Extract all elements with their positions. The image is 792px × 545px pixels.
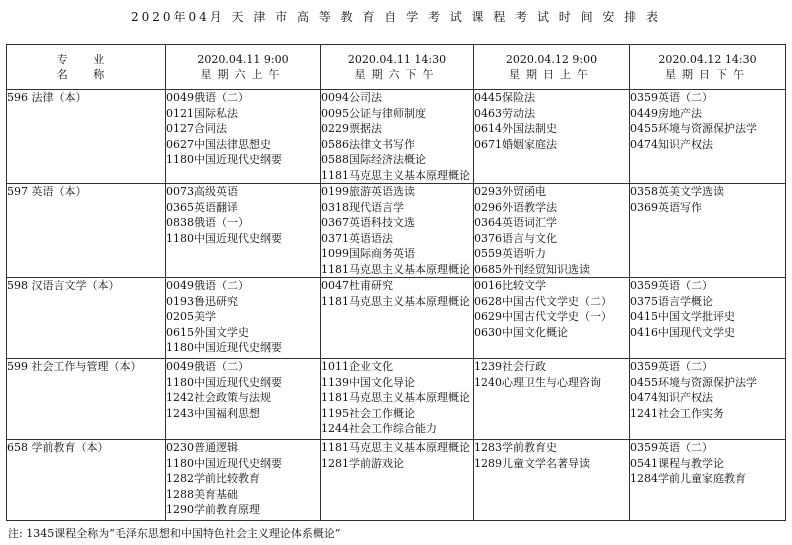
course-item: 0296外语教学法 [474,200,557,214]
course-item: 0358英美文学选读 [630,185,724,198]
session-courses-cell [321,184,474,278]
table-row [7,90,786,184]
session-courses-cell [474,184,630,278]
course-item: 1239社会行政 [474,360,546,373]
course-item: 0416中国现代文学史 [630,325,735,339]
course-item: 0559英语听力 [474,247,546,260]
course-item: 0127合同法 [166,122,227,135]
course-item: 1180中国近现代史纲要 [166,375,282,389]
session-date-time: 2020.04.11 14:30 [347,53,447,66]
course-item: 1283学前教育史 [474,441,557,454]
course-item: 0588国际经济法概论 [321,153,426,166]
footnote: 注: 1345课程全称为“毛泽东思想和中国特色社会主义理论体系概论” [8,527,341,540]
session-courses-cell [630,359,786,440]
course-item: 0193鲁迅研究 [166,294,238,308]
session-courses-cell [630,278,786,359]
session-label: 星期日下午 [665,68,750,81]
course-item: 0445保险法 [474,91,535,104]
major-name-cell: 597 英语（本） [7,184,166,278]
session-label: 星期六下午 [354,68,440,81]
course-item: 1289儿童文学名著导读 [474,456,590,470]
session-courses-cell [474,440,630,521]
session-label: 星期六上午 [200,68,286,81]
course-item: 1195社会工作概论 [321,406,415,420]
course-item: 1180中国近现代史纲要 [166,153,282,166]
major-column-header [7,45,166,90]
major-name-cell: 596 法律（本） [7,90,166,184]
major-name-cell: 658 学前教育（本） [7,440,166,521]
course-item: 0095公证与律师制度 [321,106,426,120]
course-item: 0016比较文学 [474,279,546,292]
session-courses-cell [321,440,474,521]
course-item: 0415中国文学批评史 [630,310,735,323]
major-header-line1: 专 业 [56,53,116,66]
major-name-cell: 598 汉语言文学（本） [7,278,166,359]
course-item: 1181马克思主义基本原理概论 [321,262,470,276]
table-row [7,278,786,359]
course-item: 0359英语（二） [630,441,713,454]
course-item: 0121国际私法 [166,106,238,120]
course-item: 1290学前教育原理 [166,503,260,516]
course-item: 0630中国文化概论 [474,325,568,339]
course-item: 0359英语（二） [630,279,713,292]
session-courses-cell [166,184,321,278]
course-item: 1139中国文化导论 [321,375,415,389]
course-item: 1282学前比较教育 [166,472,260,485]
session-courses-cell [321,90,474,184]
course-item: 0094公司法 [321,91,382,104]
course-item: 0230普通逻辑 [166,441,238,454]
course-item: 0586法律文书写作 [321,137,415,151]
course-item: 0455环境与资源保护法学 [630,122,757,135]
session-courses-cell [321,278,474,359]
table-row [7,440,786,521]
course-item: 0455环境与资源保护法学 [630,375,757,389]
course-item: 1243中国福利思想 [166,406,260,420]
course-item: 1181马克思主义基本原理概论 [321,391,470,404]
course-item: 0541课程与教学论 [630,456,724,470]
major-name-cell: 599 社会工作与管理（本） [7,359,166,440]
course-item: 0371英语语法 [321,231,393,245]
course-item: 0049俄语（二） [166,91,249,104]
course-item: 1284学前儿童家庭教育 [630,472,746,485]
table-body [7,90,786,521]
session-courses-cell [630,184,786,278]
session-courses-cell [630,90,786,184]
course-item: 0047杜甫研究 [321,279,393,292]
course-item: 0369英语写作 [630,200,702,214]
course-item: 0628中国古代文学史（二） [474,294,612,308]
course-item: 0614外国法制史 [474,122,557,135]
course-item: 0474知识产权法 [630,137,713,151]
course-item: 1099国际商务英语 [321,247,415,260]
course-item: 0367英语科技文选 [321,216,415,229]
course-item: 0229票据法 [321,122,382,135]
session-date-time: 2020.04.12 14:30 [658,53,757,66]
major-header-line2: 名 称 [56,68,116,81]
exam-schedule-table [6,44,786,521]
session-courses-cell [166,278,321,359]
session-courses-cell [166,90,321,184]
course-item: 0474知识产权法 [630,391,713,404]
course-item: 0293外贸函电 [474,185,546,198]
table-header [7,45,786,90]
session-courses-cell [166,359,321,440]
course-item: 1181马克思主义基本原理概论 [321,294,470,308]
course-item: 0838俄语（一） [166,216,249,229]
course-item: 1181马克思主义基本原理概论 [321,441,470,454]
course-item: 0205美学 [166,310,216,323]
session-header [321,45,474,90]
session-label: 星期日上午 [509,68,594,81]
course-item: 0364英语词汇学 [474,216,557,229]
course-item: 0449房地产法 [630,106,702,120]
course-item: 1241社会工作实务 [630,406,724,420]
course-item: 1244社会工作综合能力 [321,422,437,435]
session-header [630,45,786,90]
course-item: 1242社会政策与法规 [166,391,271,404]
course-item: 1181马克思主义基本原理概论 [321,168,470,182]
session-courses-cell [166,440,321,521]
course-item: 0073高级英语 [166,185,238,198]
session-courses-cell [474,90,630,184]
course-item: 0685外刊经贸知识选读 [474,262,590,276]
page-title: 2020年04月 天 津 市 高 等 教 育 自 学 考 试 课 程 考 试 时 间 安 排 表 [130,10,662,24]
session-courses-cell [630,440,786,521]
course-item: 0365英语翻译 [166,200,238,214]
course-item: 0359英语（二） [630,91,713,104]
session-header [166,45,321,90]
session-header [474,45,630,90]
course-item: 0199旅游英语选读 [321,185,415,198]
table-row [7,184,786,278]
session-date-time: 2020.04.11 9:00 [197,53,289,66]
course-item: 0049俄语（二） [166,279,249,292]
course-item: 1281学前游戏论 [321,456,404,470]
session-date-time: 2020.04.12 9:00 [505,53,598,66]
course-item: 0627中国法律思想史 [166,137,271,151]
course-item: 0615外国文学史 [166,325,249,339]
course-item: 1240心理卫生与心理咨询 [474,375,601,389]
session-courses-cell [474,278,630,359]
course-item: 1180中国近现代史纲要 [166,231,282,245]
course-item: 1180中国近现代史纲要 [166,341,282,354]
course-item: 1288美育基础 [166,487,238,501]
course-item: 0318现代语言学 [321,200,404,214]
course-item: 0671婚姻家庭法 [474,137,557,151]
session-courses-cell [321,359,474,440]
session-courses-cell [474,359,630,440]
course-item: 0375语言学概论 [630,294,713,308]
course-item: 0629中国古代文学史（一） [474,310,612,323]
course-item: 0376语言与文化 [474,231,557,245]
table-row [7,359,786,440]
course-item: 1180中国近现代史纲要 [166,456,282,470]
course-item: 0049俄语（二） [166,360,249,373]
course-item: 0463劳动法 [474,106,535,120]
course-item: 0359英语（二） [630,360,713,373]
course-item: 1011企业文化 [321,360,393,373]
